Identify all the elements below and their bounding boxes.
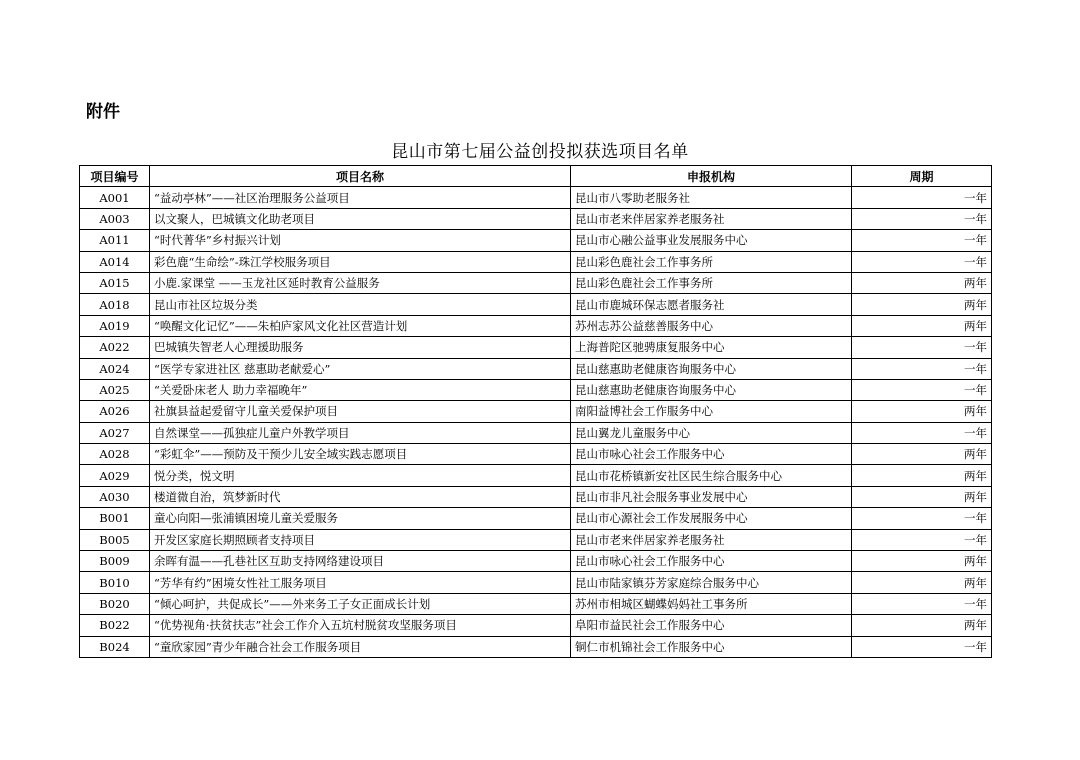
header-cycle: 周期 [852,166,992,187]
cycle-cell: 两年 [852,486,992,507]
table-row [80,529,992,550]
project-id-cell: B010 [80,572,150,593]
project-name-cell: 昆山市社区垃圾分类 [150,294,571,315]
project-name-cell: “唤醒文化记忆”——朱柏庐家风文化社区营造计划 [150,315,571,336]
table-row [80,401,992,422]
cycle-cell: 一年 [852,508,992,529]
cycle-cell: 两年 [852,294,992,315]
project-name-cell: 童心向阳—张浦镇困境儿童关爱服务 [150,508,571,529]
organization-cell: 昆山市心源社会工作发展服务中心 [571,508,852,529]
table-row [80,444,992,465]
table-row [80,572,992,593]
organization-cell: 南阳益博社会工作服务中心 [571,401,852,422]
project-name-cell: “彩虹伞”——预防及干预少儿安全域实践志愿项目 [150,444,571,465]
attachment-label: 附件 [86,102,120,122]
project-id-cell: B001 [80,508,150,529]
organization-cell: 铜仁市机锦社会工作服务中心 [571,636,852,657]
table-row [80,551,992,572]
project-name-cell: 开发区家庭长期照顾者支持项目 [150,529,571,550]
organization-cell: 昆山市陆家镇芬芳家庭综合服务中心 [571,572,852,593]
project-name-cell: “益动亭林”——社区治理服务公益项目 [150,187,571,208]
cycle-cell: 一年 [852,636,992,657]
table-row [80,315,992,336]
table-row [80,294,992,315]
table-body [80,187,992,658]
project-id-cell: A022 [80,337,150,358]
project-id-cell: A001 [80,187,150,208]
project-name-cell: 自然课堂——孤独症儿童户外教学项目 [150,422,571,443]
project-id-cell: A015 [80,272,150,293]
cycle-cell: 两年 [852,465,992,486]
cycle-cell: 一年 [852,422,992,443]
table-row [80,272,992,293]
cycle-cell: 两年 [852,551,992,572]
organization-cell: 昆山市咏心社会工作服务中心 [571,551,852,572]
project-id-cell: A026 [80,401,150,422]
project-name-cell: 巴城镇失智老人心理援助服务 [150,337,571,358]
project-table [79,165,992,658]
project-id-cell: A011 [80,230,150,251]
table-row [80,636,992,657]
project-name-cell: “时代菁华”乡村振兴计划 [150,230,571,251]
project-name-cell: “芳华有约”困境女性社工服务项目 [150,572,571,593]
project-id-cell: B009 [80,551,150,572]
project-id-cell: A029 [80,465,150,486]
organization-cell: 昆山彩色鹿社会工作事务所 [571,251,852,272]
cycle-cell: 一年 [852,251,992,272]
header-project-name: 项目名称 [150,166,571,187]
table-row [80,508,992,529]
project-id-cell: A025 [80,379,150,400]
project-name-cell: “优势视角·扶贫扶志”社会工作介入五坑村脱贫攻坚服务项目 [150,615,571,636]
organization-cell: 昆山市花桥镇新安社区民生综合服务中心 [571,465,852,486]
table-row [80,379,992,400]
cycle-cell: 两年 [852,315,992,336]
project-id-cell: A014 [80,251,150,272]
project-id-cell: A018 [80,294,150,315]
project-name-cell: 楼道微自治，筑梦新时代 [150,486,571,507]
organization-cell: 昆山慈惠助老健康咨询服务中心 [571,379,852,400]
table-row [80,486,992,507]
organization-cell: 昆山翼龙儿童服务中心 [571,422,852,443]
table-header-row [80,166,992,187]
organization-cell: 苏州志苏公益慈善服务中心 [571,315,852,336]
cycle-cell: 两年 [852,444,992,465]
project-name-cell: 社旗县益起爱留守儿童关爱保护项目 [150,401,571,422]
project-id-cell: A028 [80,444,150,465]
organization-cell: 昆山市八零助老服务社 [571,187,852,208]
project-name-cell: 余晖有温——孔巷社区互助支持网络建设项目 [150,551,571,572]
organization-cell: 昆山市鹿城环保志愿者服务社 [571,294,852,315]
project-name-cell: 彩色鹿“生命绘”-珠江学校服务项目 [150,251,571,272]
organization-cell: 昆山市心融公益事业发展服务中心 [571,230,852,251]
organization-cell: 昆山市老来伴居家养老服务社 [571,208,852,229]
table-row [80,187,992,208]
organization-cell: 昆山市咏心社会工作服务中心 [571,444,852,465]
organization-cell: 苏州市相城区蝴蝶妈妈社工事务所 [571,593,852,614]
project-id-cell: A003 [80,208,150,229]
project-id-cell: A024 [80,358,150,379]
project-id-cell: B024 [80,636,150,657]
cycle-cell: 两年 [852,401,992,422]
table-row [80,422,992,443]
cycle-cell: 一年 [852,187,992,208]
project-name-cell: “关爱卧床老人 助力幸福晚年” [150,379,571,400]
cycle-cell: 两年 [852,272,992,293]
table-row [80,251,992,272]
organization-cell: 昆山慈惠助老健康咨询服务中心 [571,358,852,379]
table-row [80,230,992,251]
header-project-id: 项目编号 [80,166,150,187]
cycle-cell: 一年 [852,337,992,358]
table-row [80,358,992,379]
table-row [80,593,992,614]
table-row [80,465,992,486]
cycle-cell: 一年 [852,379,992,400]
table-row [80,615,992,636]
project-id-cell: A030 [80,486,150,507]
document-title: 昆山市第七届公益创投拟获选项目名单 [391,142,689,162]
organization-cell: 昆山彩色鹿社会工作事务所 [571,272,852,293]
project-id-cell: A019 [80,315,150,336]
cycle-cell: 一年 [852,593,992,614]
project-name-cell: 悦分类，悦文明 [150,465,571,486]
table-row [80,337,992,358]
organization-cell: 昆山市非凡社会服务事业发展中心 [571,486,852,507]
cycle-cell: 一年 [852,529,992,550]
organization-cell: 阜阳市益民社会工作服务中心 [571,615,852,636]
organization-cell: 上海普陀区驰骋康复服务中心 [571,337,852,358]
organization-cell: 昆山市老来伴居家养老服务社 [571,529,852,550]
project-id-cell: B022 [80,615,150,636]
project-id-cell: B020 [80,593,150,614]
cycle-cell: 一年 [852,358,992,379]
cycle-cell: 两年 [852,615,992,636]
project-name-cell: “倾心呵护，共促成长”——外来务工子女正面成长计划 [150,593,571,614]
table-row [80,208,992,229]
project-id-cell: A027 [80,422,150,443]
project-name-cell: 以文聚人，巴城镇文化助老项目 [150,208,571,229]
project-name-cell: “医学专家进社区 慈惠助老献爱心” [150,358,571,379]
cycle-cell: 一年 [852,208,992,229]
cycle-cell: 两年 [852,572,992,593]
project-id-cell: B005 [80,529,150,550]
project-name-cell: “童欣家园”青少年融合社会工作服务项目 [150,636,571,657]
project-name-cell: 小鹿.家课堂 ——玉龙社区延时教育公益服务 [150,272,571,293]
cycle-cell: 一年 [852,230,992,251]
header-organization: 申报机构 [571,166,852,187]
